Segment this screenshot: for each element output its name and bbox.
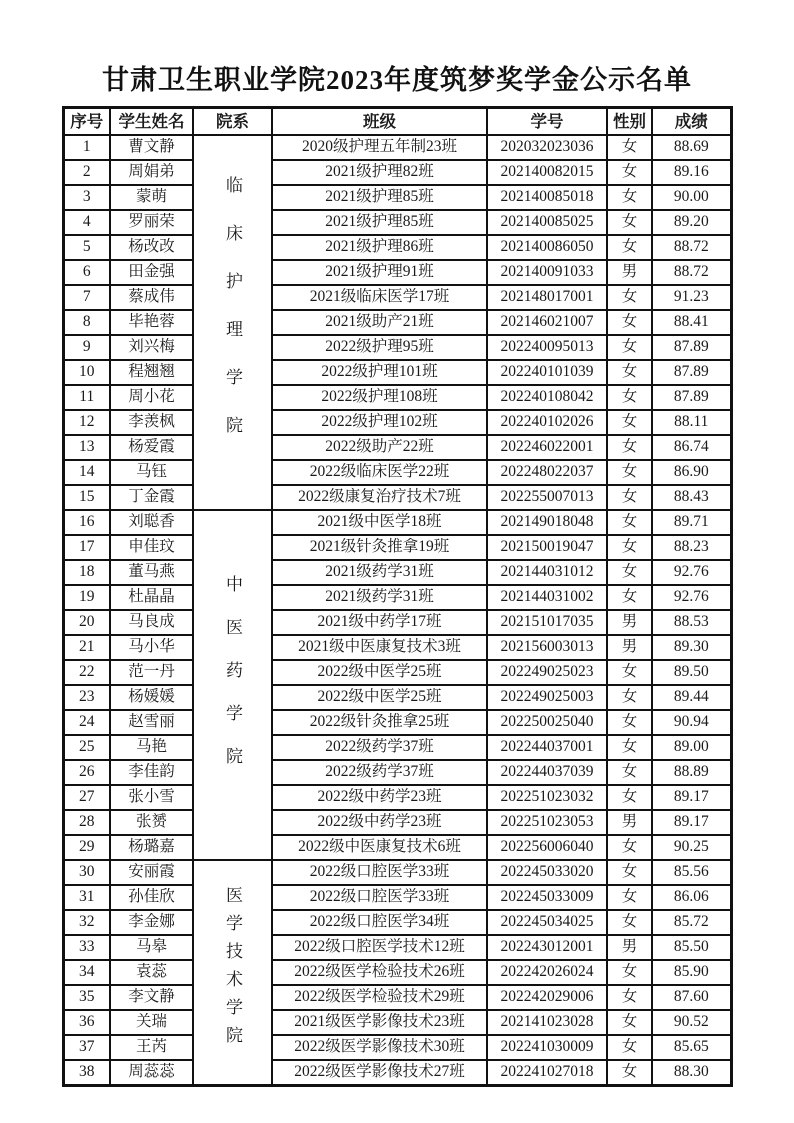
- cell-class: 2021级医学影像技术23班: [272, 1010, 487, 1035]
- table-row: [63, 160, 731, 185]
- cell-student-id: 202156003013: [487, 635, 607, 660]
- cell-no: 20: [63, 610, 110, 635]
- cell-no: 9: [63, 335, 110, 360]
- cell-score: 92.76: [652, 560, 731, 585]
- cell-no: 1: [63, 135, 110, 160]
- table-row: [63, 435, 731, 460]
- cell-class: 2022级口腔医学33班: [272, 860, 487, 885]
- table-row: [63, 910, 731, 935]
- table-row: [63, 635, 731, 660]
- cell-class: 2022级临床医学22班: [272, 460, 487, 485]
- cell-gender: 男: [607, 935, 652, 960]
- table-row: [63, 385, 731, 410]
- cell-score: 86.74: [652, 435, 731, 460]
- cell-no: 24: [63, 710, 110, 735]
- cell-class: 2022级中医学25班: [272, 660, 487, 685]
- department-vertical-label: 临床护理学院: [223, 176, 242, 465]
- cell-score: 87.89: [652, 335, 731, 360]
- cell-student-id: 202243012001: [487, 935, 607, 960]
- cell-department: [193, 510, 272, 860]
- table-row: [63, 960, 731, 985]
- cell-student-id: 202248022037: [487, 460, 607, 485]
- cell-no: 28: [63, 810, 110, 835]
- cell-class: 2022级医学影像技术27班: [272, 1060, 487, 1086]
- department-vertical-label: 中医药学院: [223, 575, 242, 791]
- cell-score: 88.53: [652, 610, 731, 635]
- cell-gender: 女: [607, 535, 652, 560]
- table-row: [63, 985, 731, 1010]
- cell-student-name: 杨改改: [110, 235, 193, 260]
- cell-class: 2022级药学37班: [272, 760, 487, 785]
- table-row: [63, 235, 731, 260]
- cell-student-id: 202140085018: [487, 185, 607, 210]
- cell-no: 8: [63, 310, 110, 335]
- cell-score: 85.90: [652, 960, 731, 985]
- cell-student-name: 罗丽荣: [110, 210, 193, 235]
- cell-student-name: 田金强: [110, 260, 193, 285]
- cell-score: 88.69: [652, 135, 731, 160]
- cell-class: 2022级中药学23班: [272, 785, 487, 810]
- cell-department: [193, 860, 272, 1086]
- cell-gender: 女: [607, 885, 652, 910]
- cell-student-name: 董马燕: [110, 560, 193, 585]
- cell-student-name: 周蕊蕊: [110, 1060, 193, 1086]
- cell-class: 2022级针灸推拿25班: [272, 710, 487, 735]
- header-student-name: 学生姓名: [110, 108, 193, 136]
- cell-no: 16: [63, 510, 110, 535]
- cell-student-id: 202141023028: [487, 1010, 607, 1035]
- cell-student-id: 202255007013: [487, 485, 607, 510]
- cell-student-name: 申佳玟: [110, 535, 193, 560]
- cell-class: 2021级药学31班: [272, 560, 487, 585]
- cell-class: 2022级护理108班: [272, 385, 487, 410]
- cell-student-name: 李文静: [110, 985, 193, 1010]
- cell-student-id: 202250025040: [487, 710, 607, 735]
- cell-student-id: 202241030009: [487, 1035, 607, 1060]
- cell-no: 3: [63, 185, 110, 210]
- cell-student-name: 张赟: [110, 810, 193, 835]
- table-row: [63, 410, 731, 435]
- cell-student-id: 202151017035: [487, 610, 607, 635]
- cell-score: 90.00: [652, 185, 731, 210]
- cell-gender: 女: [607, 310, 652, 335]
- table-row: [63, 710, 731, 735]
- cell-no: 15: [63, 485, 110, 510]
- cell-student-id: 202148017001: [487, 285, 607, 310]
- cell-no: 32: [63, 910, 110, 935]
- cell-student-name: 马艳: [110, 735, 193, 760]
- cell-no: 2: [63, 160, 110, 185]
- cell-gender: 女: [607, 1060, 652, 1086]
- cell-class: 2022级口腔医学34班: [272, 910, 487, 935]
- header-row: [63, 108, 731, 136]
- cell-class: 2022级中药学23班: [272, 810, 487, 835]
- cell-score: 88.41: [652, 310, 731, 335]
- cell-class: 2022级助产22班: [272, 435, 487, 460]
- cell-student-id: 202245033020: [487, 860, 607, 885]
- cell-gender: 女: [607, 910, 652, 935]
- cell-class: 2021级针灸推拿19班: [272, 535, 487, 560]
- header-class: 班级: [272, 108, 487, 136]
- cell-student-name: 杨爱霞: [110, 435, 193, 460]
- cell-gender: 女: [607, 510, 652, 535]
- table-row: [63, 185, 731, 210]
- cell-student-id: 202140082015: [487, 160, 607, 185]
- cell-score: 89.71: [652, 510, 731, 535]
- cell-no: 36: [63, 1010, 110, 1035]
- cell-gender: 女: [607, 160, 652, 185]
- cell-gender: 女: [607, 735, 652, 760]
- cell-no: 33: [63, 935, 110, 960]
- cell-no: 19: [63, 585, 110, 610]
- cell-score: 87.60: [652, 985, 731, 1010]
- cell-department: [193, 135, 272, 510]
- cell-class: 2022级中医康复技术6班: [272, 835, 487, 860]
- cell-score: 87.89: [652, 385, 731, 410]
- cell-score: 88.89: [652, 760, 731, 785]
- cell-gender: 女: [607, 860, 652, 885]
- cell-gender: 女: [607, 710, 652, 735]
- cell-gender: 女: [607, 285, 652, 310]
- cell-gender: 女: [607, 135, 652, 160]
- table-row: [63, 1060, 731, 1086]
- cell-student-name: 丁金霞: [110, 485, 193, 510]
- cell-gender: 女: [607, 585, 652, 610]
- cell-student-id: 202242026024: [487, 960, 607, 985]
- header-department: 院系: [193, 108, 272, 136]
- cell-student-id: 202251023032: [487, 785, 607, 810]
- table-row: [63, 535, 731, 560]
- cell-gender: 女: [607, 210, 652, 235]
- cell-student-name: 刘聪香: [110, 510, 193, 535]
- cell-no: 34: [63, 960, 110, 985]
- cell-score: 88.43: [652, 485, 731, 510]
- cell-class: 2022级医学检验技术26班: [272, 960, 487, 985]
- cell-student-id: 202140085025: [487, 210, 607, 235]
- cell-score: 89.00: [652, 735, 731, 760]
- cell-score: 85.50: [652, 935, 731, 960]
- table-row: [63, 1035, 731, 1060]
- cell-student-id: 202146021007: [487, 310, 607, 335]
- cell-no: 13: [63, 435, 110, 460]
- cell-score: 90.25: [652, 835, 731, 860]
- cell-student-name: 李佳韵: [110, 760, 193, 785]
- cell-gender: 女: [607, 960, 652, 985]
- cell-student-name: 孙佳欣: [110, 885, 193, 910]
- cell-class: 2021级药学31班: [272, 585, 487, 610]
- cell-score: 89.17: [652, 785, 731, 810]
- cell-student-name: 张小雪: [110, 785, 193, 810]
- cell-no: 26: [63, 760, 110, 785]
- cell-gender: 女: [607, 1035, 652, 1060]
- table-row: [63, 1010, 731, 1035]
- table-row: [63, 810, 731, 835]
- cell-class: 2022级口腔医学33班: [272, 885, 487, 910]
- cell-student-name: 杨璐嘉: [110, 835, 193, 860]
- cell-gender: 男: [607, 260, 652, 285]
- cell-student-id: 202244037039: [487, 760, 607, 785]
- cell-score: 86.90: [652, 460, 731, 485]
- cell-class: 2021级中医康复技术3班: [272, 635, 487, 660]
- table-body: [63, 135, 731, 1086]
- header-gender: 性别: [607, 108, 652, 136]
- cell-student-id: 202249025003: [487, 685, 607, 710]
- cell-class: 2021级护理85班: [272, 210, 487, 235]
- cell-gender: 女: [607, 1010, 652, 1035]
- cell-student-name: 袁蕊: [110, 960, 193, 985]
- cell-gender: 女: [607, 410, 652, 435]
- cell-student-id: 202140086050: [487, 235, 607, 260]
- cell-no: 10: [63, 360, 110, 385]
- cell-gender: 女: [607, 760, 652, 785]
- cell-no: 22: [63, 660, 110, 685]
- table-row: [63, 735, 731, 760]
- header-student-id: 学号: [487, 108, 607, 136]
- cell-student-id: 202032023036: [487, 135, 607, 160]
- cell-gender: 女: [607, 685, 652, 710]
- cell-score: 89.50: [652, 660, 731, 685]
- cell-student-name: 蔡成伟: [110, 285, 193, 310]
- cell-class: 2022级护理102班: [272, 410, 487, 435]
- cell-student-name: 赵雪丽: [110, 710, 193, 735]
- cell-student-name: 范一丹: [110, 660, 193, 685]
- cell-no: 6: [63, 260, 110, 285]
- cell-no: 4: [63, 210, 110, 235]
- cell-student-name: 杜晶晶: [110, 585, 193, 610]
- cell-no: 21: [63, 635, 110, 660]
- cell-no: 29: [63, 835, 110, 860]
- cell-class: 2021级护理91班: [272, 260, 487, 285]
- cell-gender: 女: [607, 435, 652, 460]
- cell-student-id: 202144031012: [487, 560, 607, 585]
- cell-class: 2022级中医学25班: [272, 685, 487, 710]
- cell-no: 14: [63, 460, 110, 485]
- cell-score: 88.72: [652, 235, 731, 260]
- table-row: [63, 310, 731, 335]
- cell-gender: 女: [607, 360, 652, 385]
- cell-student-name: 马钰: [110, 460, 193, 485]
- cell-student-id: 202240102026: [487, 410, 607, 435]
- cell-student-id: 202245034025: [487, 910, 607, 935]
- cell-student-id: 202240108042: [487, 385, 607, 410]
- cell-student-id: 202244037001: [487, 735, 607, 760]
- table-row: [63, 260, 731, 285]
- table-row: [63, 685, 731, 710]
- table-row: [63, 785, 731, 810]
- cell-score: 91.23: [652, 285, 731, 310]
- table-row: [63, 860, 731, 885]
- cell-student-id: 202245033009: [487, 885, 607, 910]
- cell-no: 38: [63, 1060, 110, 1086]
- cell-class: 2021级临床医学17班: [272, 285, 487, 310]
- cell-student-name: 程翘翘: [110, 360, 193, 385]
- table-row: [63, 610, 731, 635]
- cell-student-id: 202240101039: [487, 360, 607, 385]
- cell-gender: 女: [607, 985, 652, 1010]
- cell-score: 88.11: [652, 410, 731, 435]
- cell-score: 88.30: [652, 1060, 731, 1086]
- cell-class: 2022级医学影像技术30班: [272, 1035, 487, 1060]
- cell-score: 88.23: [652, 535, 731, 560]
- cell-score: 87.89: [652, 360, 731, 385]
- cell-score: 85.72: [652, 910, 731, 935]
- cell-no: 18: [63, 560, 110, 585]
- scholarship-table: [62, 106, 733, 1087]
- cell-no: 30: [63, 860, 110, 885]
- cell-gender: 女: [607, 835, 652, 860]
- cell-gender: 女: [607, 235, 652, 260]
- table-row: [63, 835, 731, 860]
- cell-class: 2021级护理82班: [272, 160, 487, 185]
- table-row: [63, 560, 731, 585]
- cell-score: 90.94: [652, 710, 731, 735]
- cell-student-name: 杨媛媛: [110, 685, 193, 710]
- cell-student-name: 王芮: [110, 1035, 193, 1060]
- cell-score: 90.52: [652, 1010, 731, 1035]
- table-row: [63, 460, 731, 485]
- cell-score: 85.56: [652, 860, 731, 885]
- cell-score: 89.30: [652, 635, 731, 660]
- cell-score: 89.44: [652, 685, 731, 710]
- cell-gender: 女: [607, 460, 652, 485]
- cell-no: 5: [63, 235, 110, 260]
- cell-student-id: 202242029006: [487, 985, 607, 1010]
- cell-class: 2021级中药学17班: [272, 610, 487, 635]
- cell-class: 2021级中医学18班: [272, 510, 487, 535]
- cell-class: 2021级助产21班: [272, 310, 487, 335]
- cell-class: 2021级护理86班: [272, 235, 487, 260]
- cell-gender: 女: [607, 335, 652, 360]
- table-row: [63, 935, 731, 960]
- table-row: [63, 360, 731, 385]
- cell-student-id: 202249025023: [487, 660, 607, 685]
- cell-score: 86.06: [652, 885, 731, 910]
- cell-gender: 男: [607, 635, 652, 660]
- table-row: [63, 885, 731, 910]
- cell-student-id: 202241027018: [487, 1060, 607, 1086]
- table-row: [63, 760, 731, 785]
- cell-score: 89.20: [652, 210, 731, 235]
- cell-class: 2021级护理85班: [272, 185, 487, 210]
- table-row: [63, 335, 731, 360]
- page-title: 甘肃卫生职业学院2023年度筑梦奖学金公示名单: [102, 65, 692, 95]
- cell-student-id: 202149018048: [487, 510, 607, 535]
- cell-no: 12: [63, 410, 110, 435]
- cell-student-name: 安丽霞: [110, 860, 193, 885]
- cell-class: 2022级药学37班: [272, 735, 487, 760]
- cell-student-name: 蒙萌: [110, 185, 193, 210]
- table-header: [63, 108, 731, 136]
- cell-class: 2022级口腔医学技术12班: [272, 935, 487, 960]
- cell-score: 89.17: [652, 810, 731, 835]
- cell-student-id: 202240095013: [487, 335, 607, 360]
- cell-gender: 女: [607, 785, 652, 810]
- cell-score: 89.16: [652, 160, 731, 185]
- cell-no: 23: [63, 685, 110, 710]
- cell-student-id: 202256006040: [487, 835, 607, 860]
- cell-student-id: 202246022001: [487, 435, 607, 460]
- cell-student-id: 202251023053: [487, 810, 607, 835]
- cell-score: 85.65: [652, 1035, 731, 1060]
- cell-student-name: 关瑞: [110, 1010, 193, 1035]
- table-row: [63, 135, 731, 160]
- cell-gender: 女: [607, 560, 652, 585]
- header-score: 成绩: [652, 108, 731, 136]
- cell-student-id: 202144031002: [487, 585, 607, 610]
- table-row: [63, 585, 731, 610]
- cell-student-name: 马皋: [110, 935, 193, 960]
- cell-class: 2022级医学检验技术29班: [272, 985, 487, 1010]
- cell-student-name: 周小花: [110, 385, 193, 410]
- cell-no: 11: [63, 385, 110, 410]
- table-row: [63, 510, 731, 535]
- table-row: [63, 210, 731, 235]
- cell-no: 7: [63, 285, 110, 310]
- cell-student-id: 202140091033: [487, 260, 607, 285]
- cell-no: 25: [63, 735, 110, 760]
- cell-student-name: 李羡枫: [110, 410, 193, 435]
- cell-no: 17: [63, 535, 110, 560]
- cell-gender: 男: [607, 810, 652, 835]
- cell-student-name: 李金娜: [110, 910, 193, 935]
- table-row: [63, 485, 731, 510]
- department-vertical-label: 医学技术学院: [223, 886, 242, 1055]
- cell-student-name: 刘兴梅: [110, 335, 193, 360]
- cell-no: 35: [63, 985, 110, 1010]
- cell-student-name: 马良成: [110, 610, 193, 635]
- cell-student-name: 周娟弟: [110, 160, 193, 185]
- cell-gender: 女: [607, 660, 652, 685]
- cell-class: 2020级护理五年制23班: [272, 135, 487, 160]
- cell-gender: 男: [607, 610, 652, 635]
- cell-no: 37: [63, 1035, 110, 1060]
- cell-no: 27: [63, 785, 110, 810]
- cell-class: 2022级康复治疗技术7班: [272, 485, 487, 510]
- cell-student-name: 曹文静: [110, 135, 193, 160]
- cell-score: 88.72: [652, 260, 731, 285]
- cell-class: 2022级护理95班: [272, 335, 487, 360]
- table-row: [63, 285, 731, 310]
- cell-student-name: 马小华: [110, 635, 193, 660]
- cell-gender: 女: [607, 485, 652, 510]
- cell-no: 31: [63, 885, 110, 910]
- cell-gender: 女: [607, 385, 652, 410]
- table-row: [63, 660, 731, 685]
- cell-score: 92.76: [652, 585, 731, 610]
- cell-gender: 女: [607, 185, 652, 210]
- header-no: 序号: [63, 108, 110, 136]
- cell-student-id: 202150019047: [487, 535, 607, 560]
- cell-student-name: 毕艳蓉: [110, 310, 193, 335]
- cell-class: 2022级护理101班: [272, 360, 487, 385]
